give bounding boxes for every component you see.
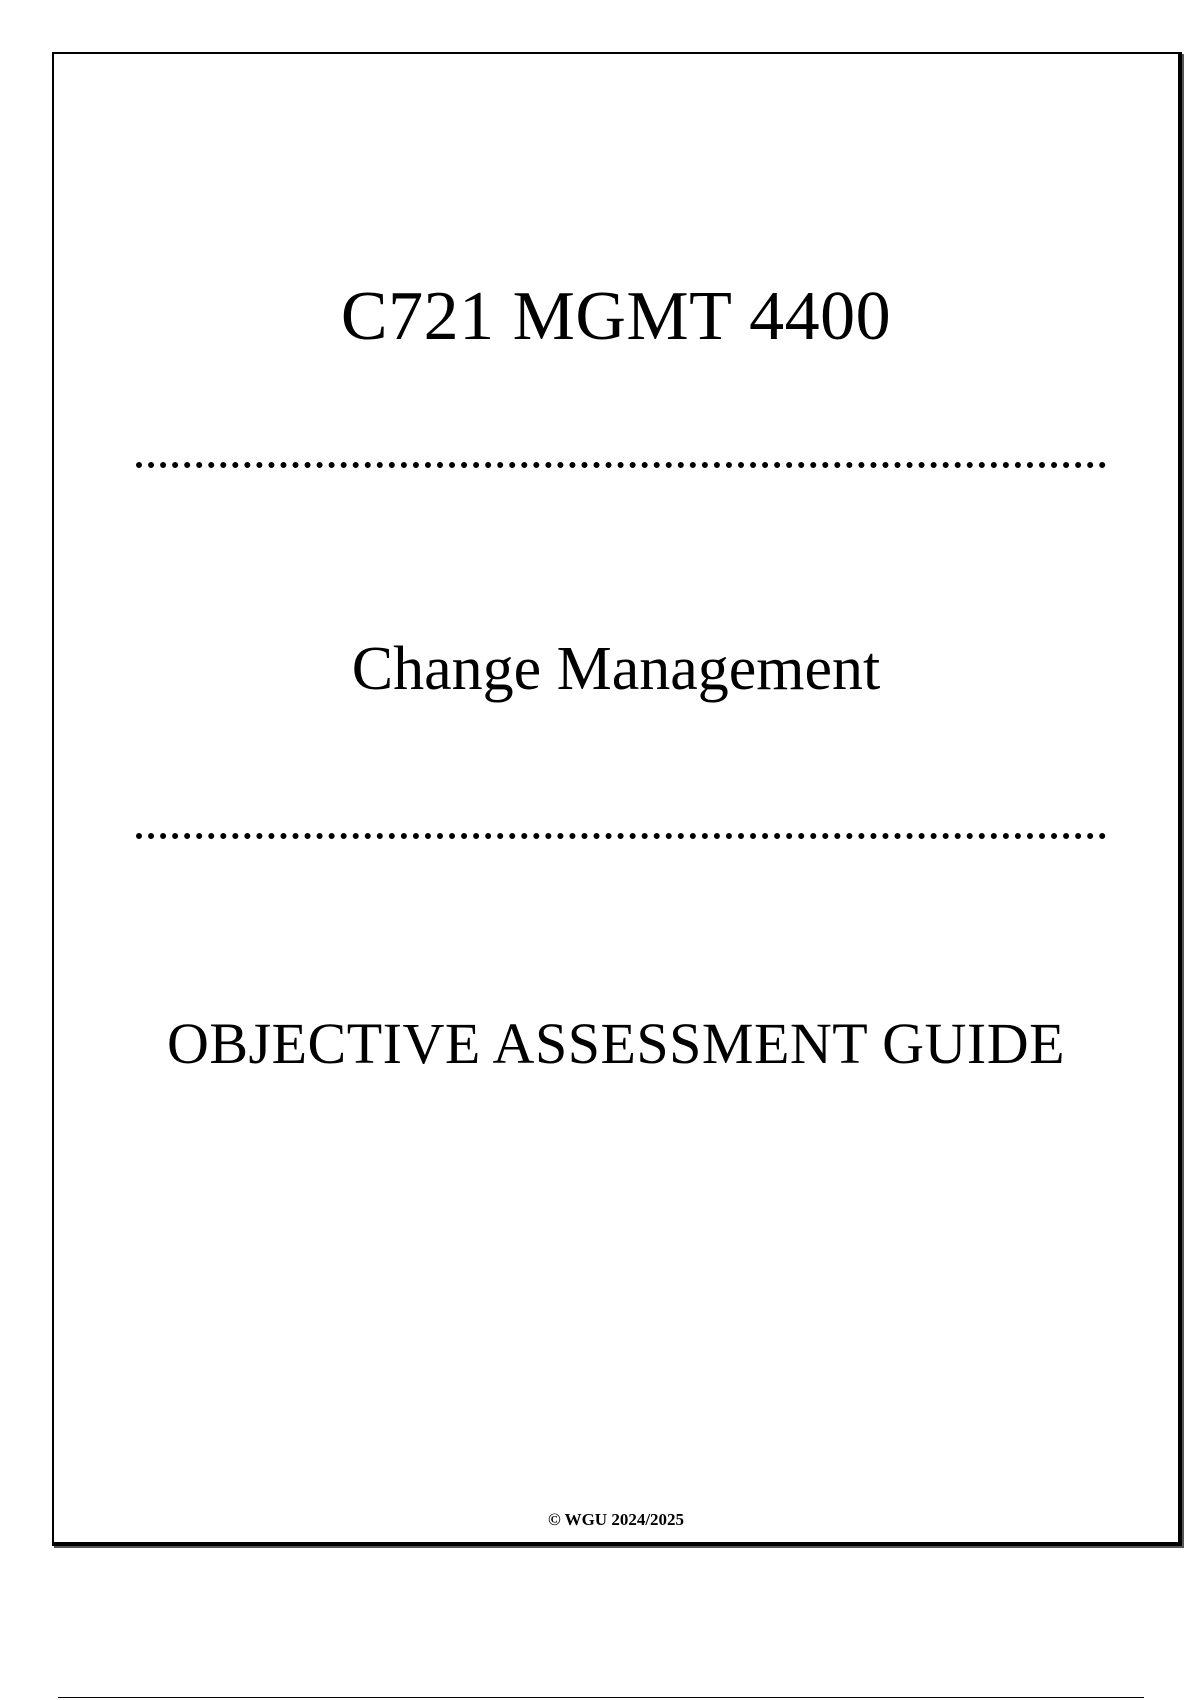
guide-title: OBJECTIVE ASSESSMENT GUIDE xyxy=(166,1011,1066,1076)
course-name-title: Change Management xyxy=(351,635,881,703)
dotted-divider-top xyxy=(136,462,1106,468)
copyright-notice: © WGU 2024/2025 xyxy=(547,1510,685,1529)
course-code-title: C721 MGMT 4400 xyxy=(340,278,892,355)
cover-frame xyxy=(52,52,1182,1546)
page-footer-line xyxy=(58,1697,1144,1698)
dotted-divider-bottom xyxy=(136,833,1106,839)
